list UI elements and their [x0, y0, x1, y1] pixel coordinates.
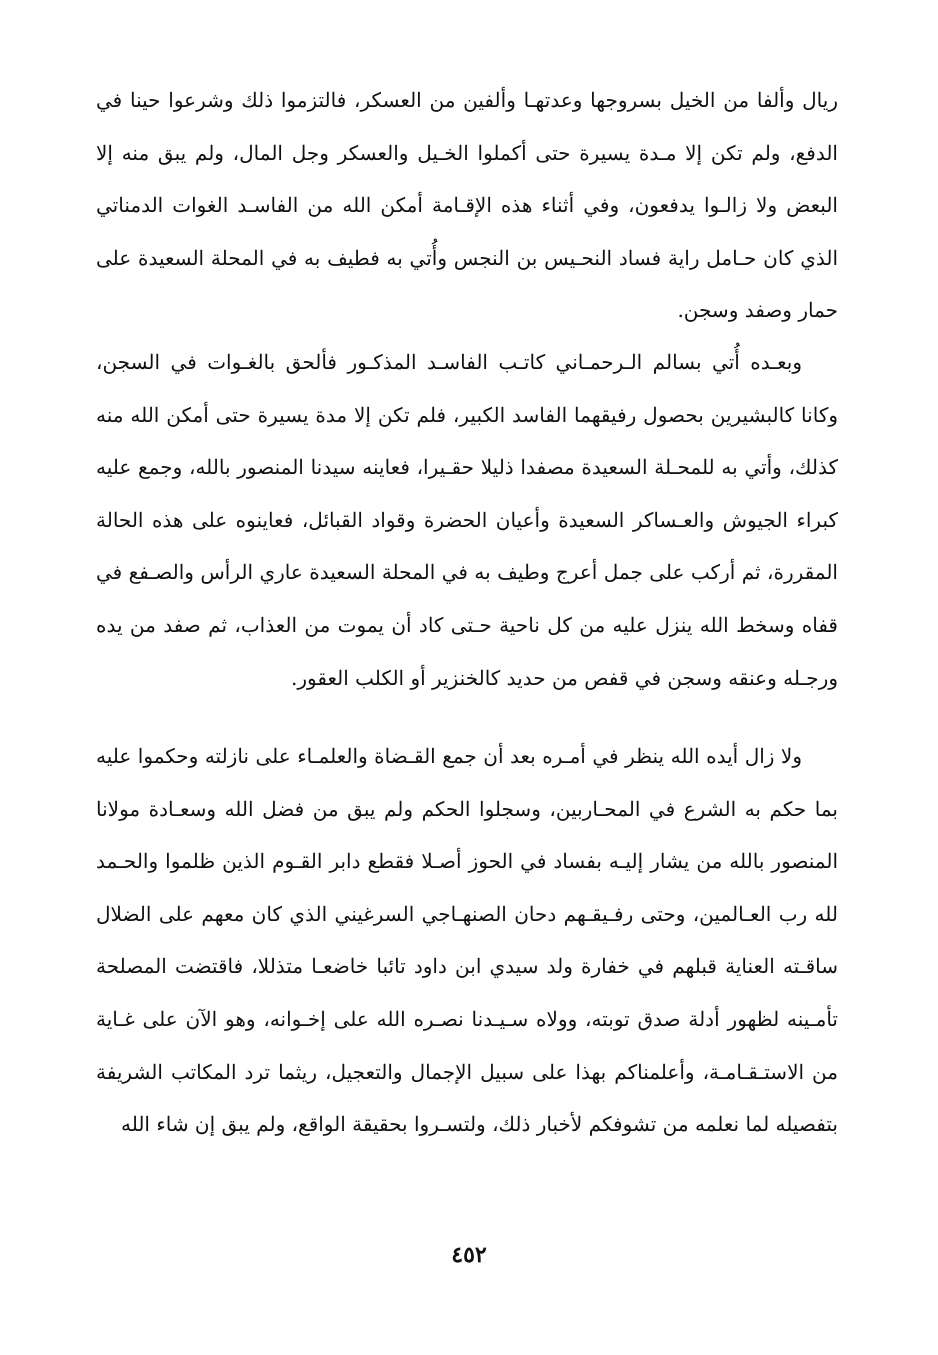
- paragraph-1-container: [96, 74, 838, 337]
- paragraph-1: ريال وألفا من الخيل بسروجها وعدتهـا وألفين من العسكر، فالتزموا ذلك وشرعوا حينا في الدفع، ولم تكن إلا مـدة يسيرة حتى أكملوا الخـيل والعسكر وجل المال، ولم يبق منه إلا البعض ولا زالـوا يدفعون، وفي أثناء هذه الإقـامة أمكن الله من الفاسـد الغوات الدمناتي الذي كان حـامل راية فساد النحـيس بن النجس وأُتي به فطيف به في المحلة السعيدة على حمار وصفد وسجن.: [96, 88, 839, 323]
- paragraph-3-container: [96, 730, 838, 1151]
- paragraph-2: وبعـده أُتي بسالم الـرحمـاني كاتـب الفاسـد المذكـور فألحق بالغـوات في السجن، وكانا كالبشيرين بحصول رفيقهما الفاسد الكبير، فلم تكن إلا مدة يسيرة حتى أمكن الله منه كذلك، وأتي به للمحـلة السعيدة مصفدا ذليلا حقـيرا، فعاينه سيدنا المنصور بالله، وجمع عليه كبراء الجيوش والعـساكر السعيدة وأعيان الحضرة وقواد القبائل، فعاينوه على هذه الحالة المقررة، ثم أركب على جمل أعرج وطيف به في المحلة السعيدة عاري الرأس والصـفع في قفاه وسخط الله ينزل عليه من كل ناحية حـتى كاد أن يموت من العذاب، ثم صفد من يده ورجـله وعنقه وسجن في قفص من حديد كالخنزير أو الكلب العقور.: [96, 350, 838, 690]
- paragraph-2-container: [96, 336, 838, 704]
- paragraph-3: ولا زال أيده الله ينظر في أمـره بعد أن جمع القـضاة والعلمـاء على نازلته وحكموا عليه بما حكم به الشرع في المحـاربين، وسجلوا الحكم ولم يبق من فضل الله وسعـادة مولانا المنصور بالله من يشار إليـه بفساد في الحوز أصـلا فقطع دابر القـوم الذين ظلموا والحـمد لله رب العـالمين، وحتى رفـيقـهم دحان الصنهـاجي السرغيني الذي كان معهم على الضلال ساقـته العناية قبلهم في خفارة ولد سيدي ابن داود تائبا خاضعـا متذللا، فاقتضت المصلحة تأمـينه لظهور أدلة صدق توبته، وولاه سـيـدنا نصـره الله على إخـوانه، وهو الآن على غـاية من الاستـقـامـة، وأعلمناكم بهذا على سبيل الإجمال والتعجيل، ريثما ترد المكاتب الشريفة بتفصيله لما نعلمه من تشوفكم لأخبار ذلك، ولتسـروا بحقيقة الواقع، ولم يبق إن شاء الله: [96, 744, 838, 1137]
- page-number: ٤٥٢: [451, 1242, 487, 1268]
